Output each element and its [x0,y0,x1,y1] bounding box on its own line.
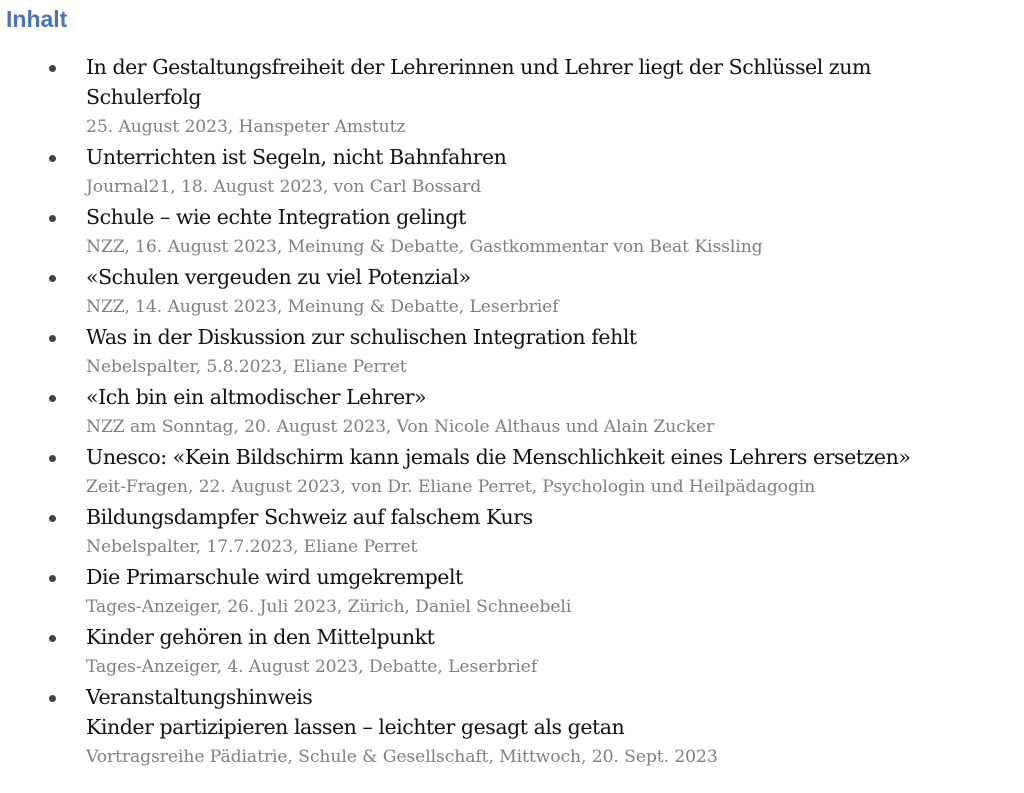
bullet-icon [49,695,56,702]
item-meta: 25. August 2023, Hanspeter Amstutz [86,117,406,137]
list-item[interactable] [0,322,1024,382]
list-item[interactable] [0,502,1024,562]
list-item[interactable] [0,52,1024,142]
item-title[interactable]: Unterrichten ist Segeln, nicht Bahnfahren [86,145,507,169]
list-item[interactable] [0,682,1024,772]
item-title[interactable]: Kinder gehören in den Mittelpunkt [86,625,435,649]
item-meta: NZZ am Sonntag, 20. August 2023, Von Nicole Althaus und Alain Zucker [86,417,715,437]
item-title-continued[interactable]: Kinder partizipieren lassen – leichter gesagt als getan [86,715,625,739]
item-meta: Vortragsreihe Pädiatrie, Schule & Gesellschaft, Mittwoch, 20. Sept. 2023 [86,747,718,767]
item-meta: Journal21, 18. August 2023, von Carl Bossard [86,177,482,197]
list-item[interactable] [0,622,1024,682]
bullet-icon [49,155,56,162]
bullet-icon [49,575,56,582]
page-title: Inhalt [6,6,68,32]
list-item[interactable] [0,382,1024,442]
item-meta: NZZ, 14. August 2023, Meinung & Debatte, Leserbrief [86,297,559,317]
item-title[interactable]: Schule – wie echte Integration gelingt [86,205,466,229]
item-title[interactable]: Unesco: «Kein Bildschirm kann jemals die Menschlichkeit eines Lehrers ersetzen» [86,445,911,469]
list-item[interactable] [0,562,1024,622]
item-meta: Nebelspalter, 17.7.2023, Eliane Perret [86,537,418,557]
list-item[interactable] [0,262,1024,322]
item-title[interactable]: Was in der Diskussion zur schulischen Integration fehlt [86,325,637,349]
bullet-icon [49,65,56,72]
bullet-icon [49,515,56,522]
table-of-contents [0,52,1024,772]
item-meta: Tages-Anzeiger, 26. Juli 2023, Zürich, Daniel Schneebeli [86,597,572,617]
bullet-icon [49,635,56,642]
item-title[interactable]: In der Gestaltungsfreiheit der Lehrerinnen und Lehrer liegt der Schlüssel zum [86,55,871,79]
item-title-continued[interactable]: Schulerfolg [86,85,202,109]
item-title[interactable]: Die Primarschule wird umgekrempelt [86,565,463,589]
list-item[interactable] [0,442,1024,502]
item-meta: Tages-Anzeiger, 4. August 2023, Debatte, Leserbrief [86,657,538,677]
item-title[interactable]: «Schulen vergeuden zu viel Potenzial» [86,265,471,289]
item-title[interactable]: «Ich bin ein altmodischer Lehrer» [86,385,427,409]
bullet-icon [49,395,56,402]
item-meta: NZZ, 16. August 2023, Meinung & Debatte, Gastkommentar von Beat Kissling [86,237,763,257]
item-title[interactable]: Bildungsdampfer Schweiz auf falschem Kurs [86,505,533,529]
item-title[interactable]: Veranstaltungshinweis [86,685,313,709]
list-item[interactable] [0,142,1024,202]
bullet-icon [49,455,56,462]
bullet-icon [49,335,56,342]
bullet-icon [49,215,56,222]
list-item[interactable] [0,202,1024,262]
bullet-icon [49,275,56,282]
item-meta: Nebelspalter, 5.8.2023, Eliane Perret [86,357,407,377]
item-meta: Zeit-Fragen, 22. August 2023, von Dr. Eliane Perret, Psychologin und Heilpädagogin [86,477,816,497]
